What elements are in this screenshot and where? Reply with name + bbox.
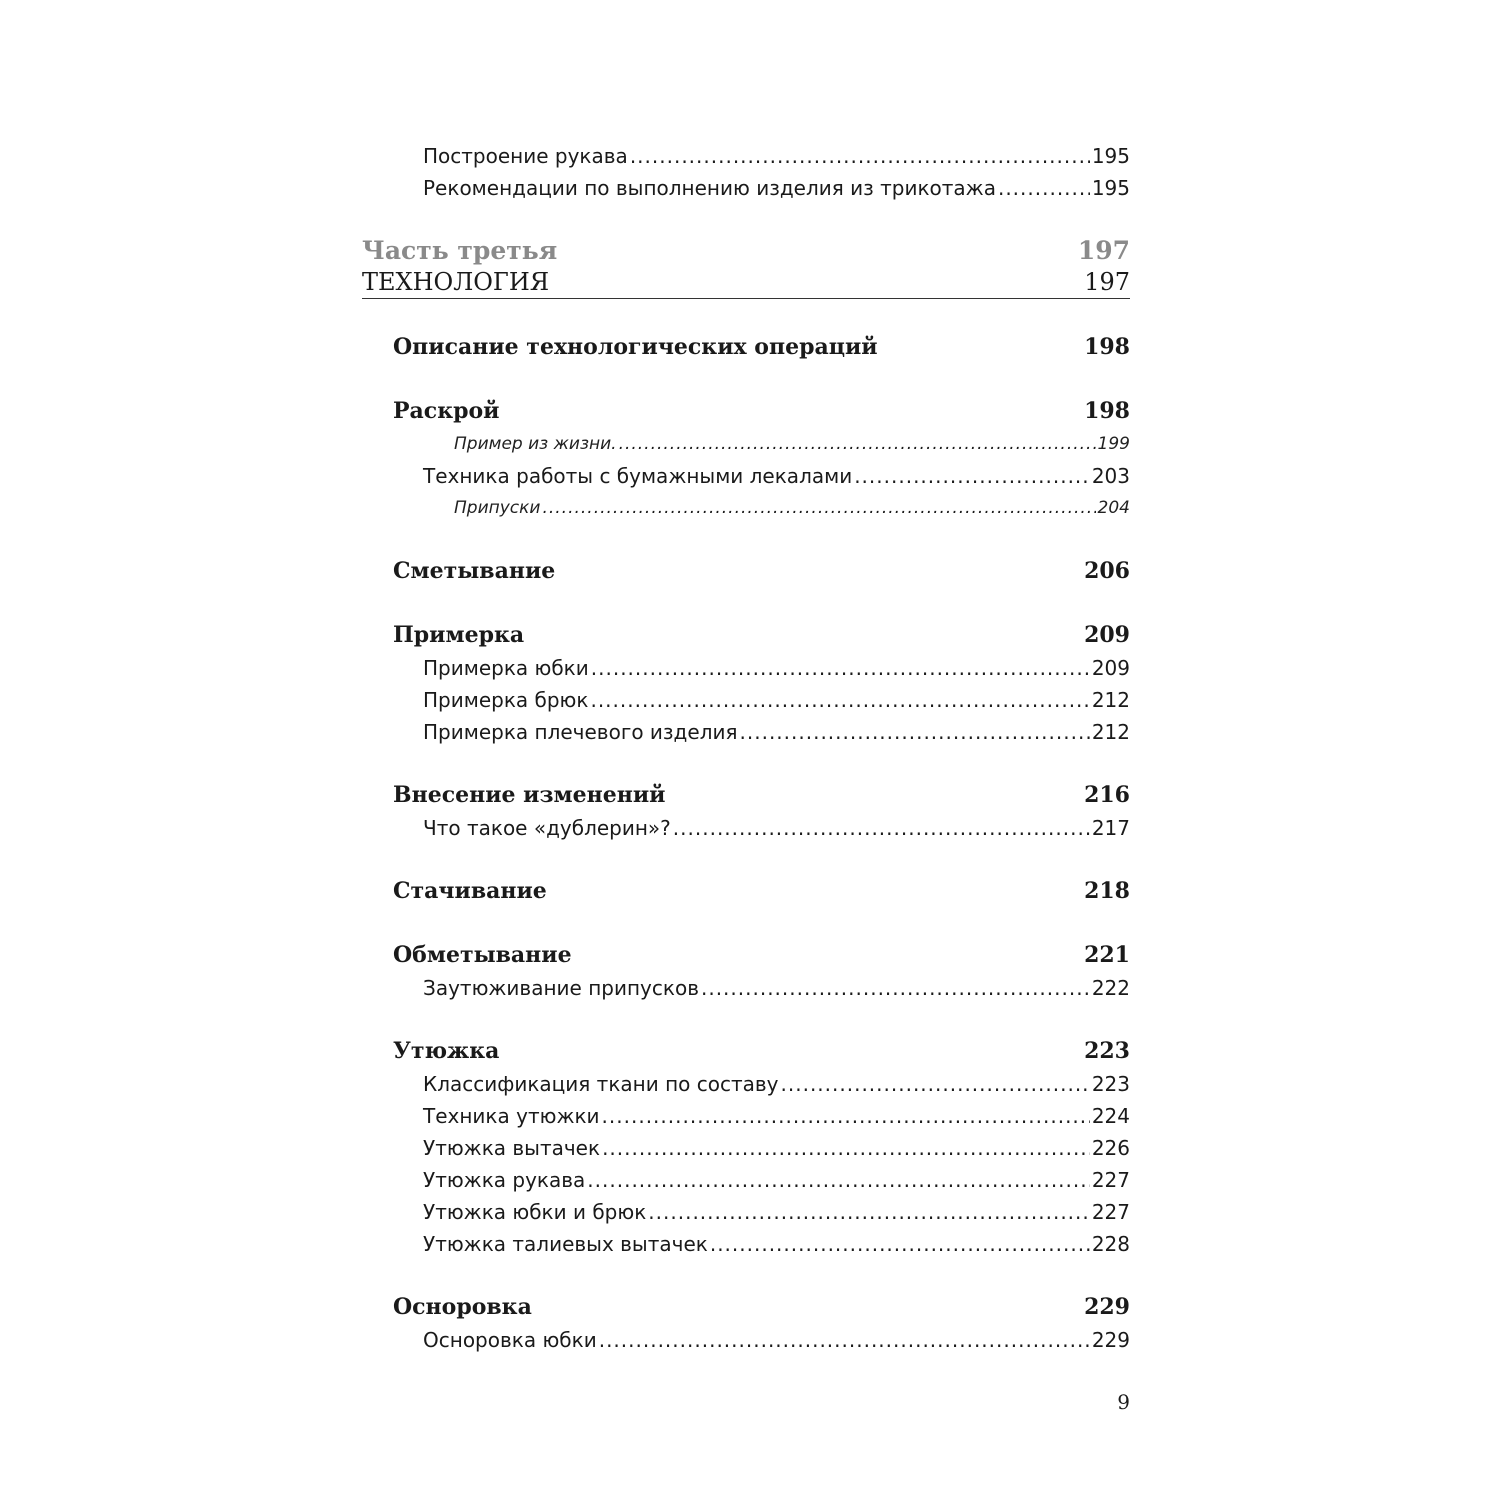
toc-entry[interactable] — [362, 464, 1130, 488]
dot-leader — [701, 976, 1090, 1000]
part-label: Часть третья — [362, 236, 558, 265]
page-number: 9 — [1117, 1390, 1130, 1414]
toc-entry[interactable] — [362, 816, 1130, 840]
toc-section[interactable] — [362, 878, 1130, 904]
dot-leader — [998, 176, 1090, 200]
section-page: 209 — [1084, 622, 1130, 648]
toc-entry[interactable] — [362, 1232, 1130, 1256]
toc-entry[interactable] — [362, 144, 1130, 168]
entry-title: Утюжка юбки и брюк — [423, 1200, 647, 1224]
section-page: 198 — [1084, 334, 1130, 360]
entry-page: 199 — [1097, 434, 1130, 454]
entry-title: Классификация ткани по составу — [423, 1072, 779, 1096]
entry-title: Примерка брюк — [423, 688, 589, 712]
entry-page: 204 — [1097, 498, 1130, 518]
toc-section[interactable] — [362, 622, 1130, 648]
section-title: Примерка — [393, 622, 525, 648]
toc-entry[interactable] — [362, 1200, 1130, 1224]
toc-section[interactable] — [362, 334, 1130, 360]
entry-title: Техника утюжки — [423, 1104, 600, 1128]
toc-section[interactable] — [362, 558, 1130, 584]
part-title[interactable] — [362, 268, 1130, 299]
toc-section[interactable] — [362, 398, 1130, 424]
entry-page: 222 — [1091, 976, 1130, 1000]
dot-leader — [542, 498, 1095, 518]
section-page: 206 — [1084, 558, 1130, 584]
toc-entry[interactable] — [362, 976, 1130, 1000]
section-title: Осноровка — [393, 1294, 532, 1320]
dot-leader — [630, 144, 1090, 168]
part-name-page: 197 — [1084, 268, 1130, 296]
dot-leader — [673, 816, 1090, 840]
section-title: Сметывание — [393, 558, 556, 584]
toc-entry[interactable] — [362, 720, 1130, 744]
toc-entry[interactable] — [362, 1168, 1130, 1192]
entry-title: Рекомендации по выполнению изделия из трикотажа — [423, 176, 996, 200]
entry-page: 195 — [1091, 144, 1130, 168]
entry-page: 227 — [1091, 1200, 1130, 1224]
toc-entry[interactable] — [362, 176, 1130, 200]
dot-leader — [781, 1072, 1090, 1096]
dot-leader — [587, 1168, 1090, 1192]
section-title: Обметывание — [393, 942, 572, 968]
entry-page: 212 — [1091, 688, 1130, 712]
entry-title: Что такое «дублерин»? — [423, 816, 671, 840]
section-page: 218 — [1084, 878, 1130, 904]
toc-entry[interactable] — [362, 1072, 1130, 1096]
dot-leader — [710, 1232, 1090, 1256]
entry-page: 195 — [1091, 176, 1130, 200]
entry-page: 203 — [1091, 464, 1130, 488]
toc-section[interactable] — [362, 782, 1130, 808]
dot-leader — [602, 1104, 1090, 1128]
entry-page: 224 — [1091, 1104, 1130, 1128]
dot-leader — [602, 1136, 1090, 1160]
entry-page: 223 — [1091, 1072, 1130, 1096]
section-title: Внесение изменений — [393, 782, 666, 808]
toc-subentry[interactable] — [362, 434, 1130, 454]
entry-page: 226 — [1091, 1136, 1130, 1160]
toc-section[interactable] — [362, 942, 1130, 968]
entry-page: 227 — [1091, 1168, 1130, 1192]
toc-subentry[interactable] — [362, 498, 1130, 518]
dot-leader — [590, 688, 1089, 712]
entry-title: Утюжка талиевых вытачек — [423, 1232, 708, 1256]
section-title: Стачивание — [393, 878, 547, 904]
section-page: 216 — [1084, 782, 1130, 808]
dot-leader — [599, 1328, 1090, 1352]
dot-leader — [591, 656, 1090, 680]
section-title: Описание технологических операций — [393, 334, 878, 360]
part-name: ТЕХНОЛОГИЯ — [362, 268, 550, 296]
entry-page: 209 — [1091, 656, 1130, 680]
dot-leader — [648, 1200, 1090, 1224]
entry-title: Утюжка вытачек — [423, 1136, 601, 1160]
part-page: 197 — [1077, 236, 1130, 265]
toc-entry[interactable] — [362, 1136, 1130, 1160]
dot-leader — [740, 720, 1090, 744]
dot-leader — [619, 434, 1096, 454]
section-page: 223 — [1084, 1038, 1130, 1064]
section-page: 229 — [1084, 1294, 1130, 1320]
toc-section[interactable] — [362, 1038, 1130, 1064]
entry-title: Заутюживание припусков — [423, 976, 699, 1000]
toc-entry[interactable] — [362, 688, 1130, 712]
toc-entry[interactable] — [362, 1328, 1130, 1352]
part-heading[interactable] — [362, 236, 1130, 265]
entry-page: 217 — [1091, 816, 1130, 840]
entry-title: Утюжка рукава — [423, 1168, 586, 1192]
entry-title: Примерка плечевого изделия — [423, 720, 738, 744]
section-page: 221 — [1084, 942, 1130, 968]
dot-leader — [854, 464, 1090, 488]
entry-title: Построение рукава — [423, 144, 628, 168]
entry-title: Осноровка юбки — [423, 1328, 597, 1352]
section-page: 198 — [1084, 398, 1130, 424]
section-title: Раскрой — [393, 398, 500, 424]
entry-title: Пример из жизни. — [454, 434, 617, 454]
section-title: Утюжка — [393, 1038, 500, 1064]
toc-entry[interactable] — [362, 1104, 1130, 1128]
entry-page: 212 — [1091, 720, 1130, 744]
entry-page: 229 — [1091, 1328, 1130, 1352]
entry-title: Припуски — [454, 498, 541, 518]
toc-entry[interactable] — [362, 656, 1130, 680]
entry-title: Техника работы с бумажными лекалами — [423, 464, 853, 488]
entry-page: 228 — [1091, 1232, 1130, 1256]
entry-title: Примерка юбки — [423, 656, 589, 680]
toc-section[interactable] — [362, 1294, 1130, 1320]
